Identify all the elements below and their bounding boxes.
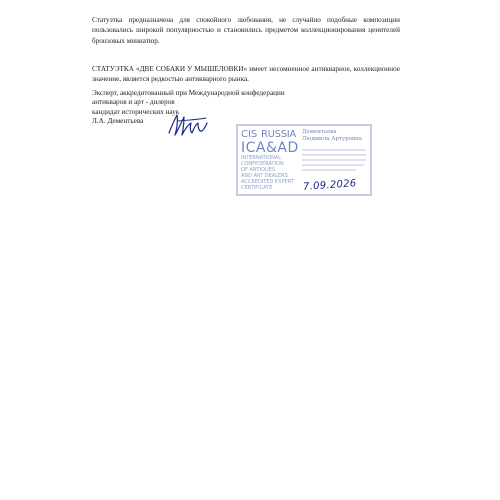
handwritten-signature-icon: [166, 111, 210, 139]
svg-text:OF ANTIQUES: OF ANTIQUES: [241, 167, 276, 173]
stamp-date: 7.09.2026: [302, 178, 357, 193]
paragraph-significance: СТАТУЭТКА «ДВЕ СОБАКИ У МЫШЕЛОВКИ» имеет несомненное антикварное, коллекционное значение, является редкостью антикварного рынка.: [92, 65, 400, 84]
svg-text:Людмила Артуровна: Людмила Артуровна: [302, 136, 363, 142]
svg-text:INTERNATIONAL: INTERNATIONAL: [241, 155, 282, 161]
paragraph-description: Статуэтка предназначена для спокойного любования, не случайно подобные композиции пользовались широкой популярностью и становились предметом коллекционирования ценителей бронзовых миниатюр.: [92, 16, 400, 45]
svg-text:Дементьева: Дементьева: [302, 129, 337, 135]
expert-line-accreditation: Эксперт, аккредитованный при Международной конфедерации: [92, 89, 285, 97]
svg-text:ICA&AD: ICA&AD: [241, 140, 299, 156]
svg-text:CIS: CIS: [241, 129, 258, 140]
svg-text:AND ART DEALERS: AND ART DEALERS: [241, 173, 288, 179]
expert-line-degree: кандидат исторических наук: [92, 107, 180, 116]
svg-text:CONFEDERATION: CONFEDERATION: [241, 161, 284, 167]
expert-line-organization: антикваров и арт - дилеров: [92, 98, 175, 107]
svg-text:CERTIFICATE: CERTIFICATE: [241, 185, 273, 191]
svg-text:RUSSIA: RUSSIA: [261, 129, 296, 140]
expert-line-name: Л.А. Дементьева: [92, 116, 144, 125]
svg-text:ACCREDITED EXPERT: ACCREDITED EXPERT: [241, 179, 294, 185]
